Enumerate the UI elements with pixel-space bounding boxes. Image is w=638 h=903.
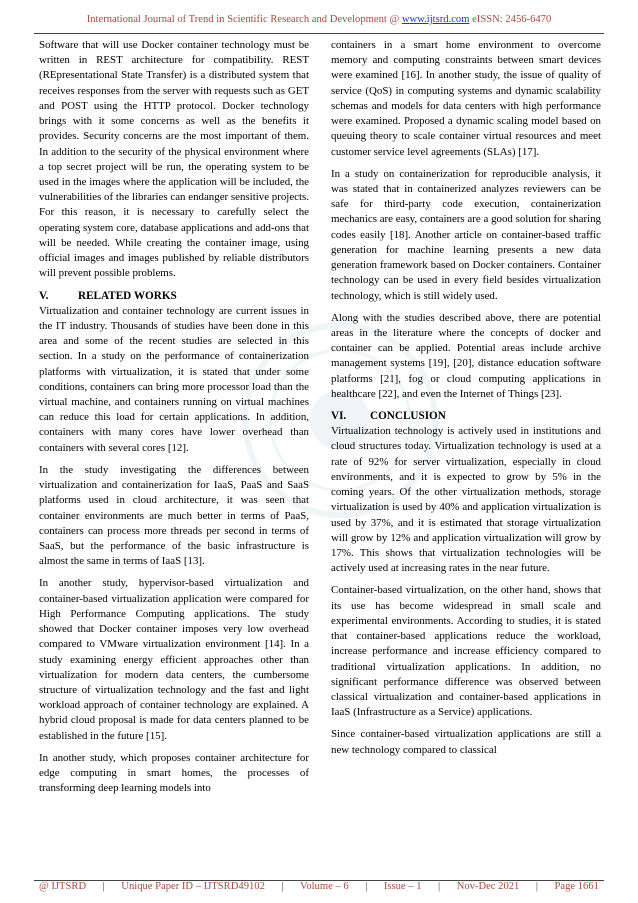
- paragraph: Virtualization technology is actively used in institutions and cloud structures today. Virtualization technology is used at a rate of 92% for server virtualization, especially in cloud environments, and it is expected to grow by 5% in the coming years. Of the other virtualization methods, storage virtualization is used by 40% and application virtualization is used by 37%, and it is estimated that storage virtualization will grow by 12% and application virtualization will grow by 17%. This shows that virtualization technologies will be actively used at increasing rates in the near future.: [331, 425, 601, 575]
- footer-separator: |: [102, 881, 105, 892]
- paragraph: In the study investigating the differences between virtualization and containerization for IaaS, PaaS and SaaS platforms used in cloud architecture, it was seen that container environments are much better in terms of PaaS, containers can process more threads per second in terms of SaaS, but the performance of the basic infrastructure is almost the same in terms of IaaS [13].: [39, 463, 309, 568]
- footer-volume: Volume – 6: [300, 881, 349, 892]
- section-title: RELATED WORKS: [78, 289, 177, 302]
- footer-paper-id: Unique Paper ID – IJTSRD49102: [121, 881, 265, 892]
- paragraph: Container-based virtualization, on the other hand, shows that its use has become widespread in small scale and experimental environments. According to studies, it is stated that container-based applications reduce the workload, increase performance and increase efficiency compared to traditional virtualization applications. In addition, no significant performance difference was observed between classical virtualization and container-based applications in IaaS (Infrastructure as a Service) applications.: [331, 584, 601, 719]
- footer-page-number: Page 1661: [554, 881, 599, 892]
- footer-journal: @ IJTSRD: [39, 881, 87, 892]
- paragraph: Virtualization and container technology are current issues in the IT industry. Thousands of studies have been done in this area and some of the recent studies are selected in this section. In a study on the performance of containerization platforms with virtualization, it is stated that under some conditions, containers can bring more processor load than the virtual machine, and containers running on virtual machines can reduce this load for certain applications. In addition, containers with many cores have lower overhead than containers with several cores [12].: [39, 304, 309, 454]
- paragraph: In another study, which proposes container architecture for edge computing in smart homes, the processes of transforming deep learning models into: [39, 751, 309, 795]
- paragraph: containers in a smart home environment to overcome memory and computing constraints between smart devices were examined [16]. In another study, the issue of quality of service (QoS) in computing systems and dynamic scalability schemas and models for data centers with high performance were examined. Proposed a dynamic scaling model based on queuing theory to scale container virtual resources and meet customer service level agreements (SLAs) [17].: [331, 39, 601, 158]
- footer-separator: |: [365, 881, 368, 892]
- section-number: VI.: [331, 410, 347, 423]
- section-title: CONCLUSION: [370, 410, 446, 423]
- footer-separator: |: [535, 881, 538, 892]
- running-header: [0, 14, 638, 25]
- footer-separator: |: [438, 881, 441, 892]
- section-number: V.: [39, 289, 49, 302]
- right-column: [331, 38, 601, 765]
- section-heading-related-works: [39, 289, 309, 304]
- running-footer: [39, 881, 599, 892]
- paragraph: In a study on containerization for reproducible analysis, it was stated that in containerized analyzes reviewers can be safe for third-party code execution, containerization mechanics are easy, containers are a good solution for sharing codes easily [18]. Another article on container-based traffic generation for machine learning presents a new data generation framework based on Docker containers. Container technology can be used in every field besides virtualization technology, which is still widely used.: [331, 167, 601, 302]
- paragraph: Since container-based virtualization applications are still a new technology compared to classical: [331, 728, 601, 756]
- paragraph: Along with the studies described above, there are potential areas in the literature where the concepts of docker and container can be applied. Potential areas include archive management systems [19], [20], distance education software platforms [21], fog or cloud computing applications in healthcare [22], and even the Internet of Things [23].: [331, 311, 601, 400]
- left-column: [39, 38, 309, 804]
- footer-issue: Issue – 1: [383, 881, 422, 892]
- footer-date: Nov-Dec 2021: [456, 881, 520, 892]
- section-heading-conclusion: [331, 409, 601, 424]
- paragraph: In another study, hypervisor-based virtualization and container-based virtualization application were compared for High Performance Computing applications. The study showed that Docker container imposes very low overhead compared to VMware virtualization environment [14]. In a study examining energy efficient approaches other than virtualization for modern data centers, the cumbersome structure of virtualization technology and the fast and light workload approach of container technology are explained. A hybrid cloud proposal is made for data centers planned to be established in the future [15].: [39, 577, 309, 742]
- paragraph: Software that will use Docker container technology must be written in REST architecture for compatibility. REST (REpresentational State Transfer) is a distributed system that receives responses from the server with requests such as GET and POST using the HTTP protocol. Docker technology brings with it some concerns as well as the benefits it provides. Security concerns are the most important of them. In addition to the security of the physical environment where a top secret project will be run, the operating system to be used in the images where the application will be included, the vulnerabilities of the libraries can endanger sensitive projects. For this reason, it is necessary to carefully select the operating system core, database applications and add-ons that will be needed. While creating the container image, using official images and images published by reliable distributors will prevent possible problems.: [39, 39, 309, 280]
- header-issn: eISSN: 2456-6470: [469, 14, 552, 25]
- footer-separator: |: [281, 881, 284, 892]
- journal-url-link[interactable]: www.ijtsrd.com: [401, 14, 470, 25]
- header-journal-text: International Journal of Trend in Scientific Research and Development @: [86, 14, 402, 25]
- header-rule: [34, 33, 604, 34]
